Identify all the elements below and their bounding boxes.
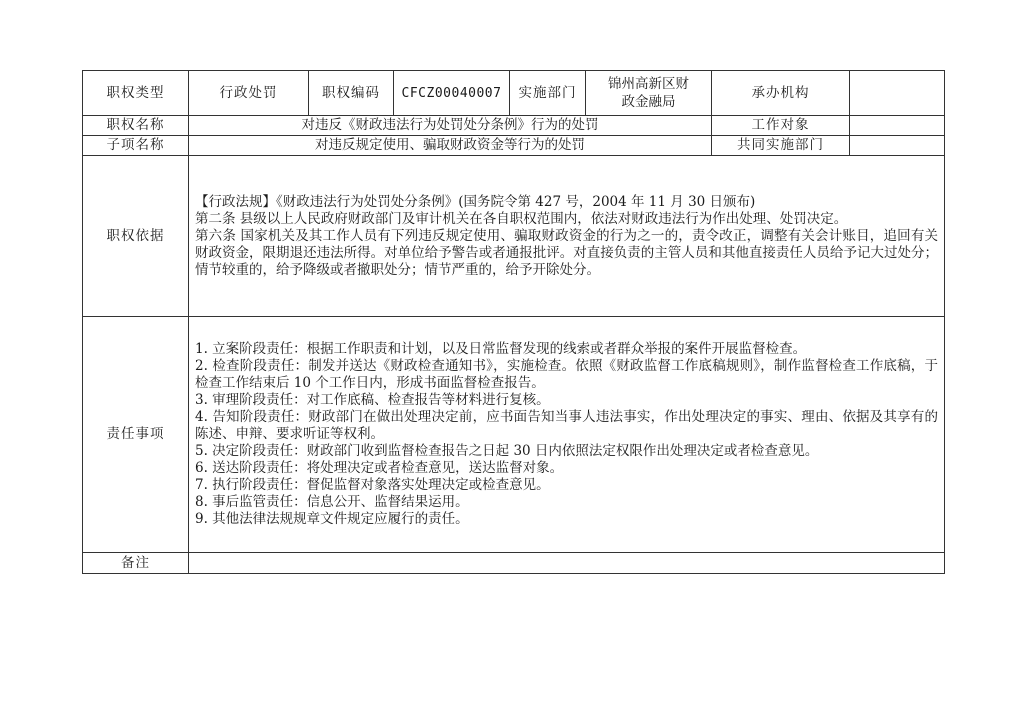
authority-table-sheet bbox=[82, 70, 944, 574]
duties-content bbox=[189, 317, 945, 553]
dept-value-line1: 锦州高新区财 bbox=[608, 76, 689, 92]
type-value: 行政处罚 bbox=[189, 71, 309, 116]
remark-label: 备注 bbox=[83, 553, 189, 574]
authority-name-value: 对违反《财政违法行为处罚处分条例》行为的处罚 bbox=[189, 116, 712, 136]
authority-name-row bbox=[83, 116, 945, 136]
dept-value-line2: 政金融局 bbox=[621, 94, 676, 110]
dept-value bbox=[586, 71, 712, 116]
handler-value bbox=[850, 71, 945, 116]
subitem-name-label: 子项名称 bbox=[83, 136, 189, 156]
joint-dept-label: 共同实施部门 bbox=[712, 136, 850, 156]
duty-item: 2. 检查阶段责任：制发并送达《财政检查通知书》，实施检查。依照《财政监督工作底稿规则》，制作监督检查工作底稿，于检查工作结束后 10 个工作日内，形成书面监督检查报告。 bbox=[195, 358, 938, 391]
work-target-label: 工作对象 bbox=[712, 116, 850, 136]
handler-label: 承办机构 bbox=[712, 71, 850, 116]
type-label: 职权类型 bbox=[83, 71, 189, 116]
remark-value bbox=[189, 553, 945, 574]
duty-item: 7. 执行阶段责任：督促监督对象落实处理决定或检查意见。 bbox=[195, 477, 550, 493]
legal-basis-paragraph: 【行政法规】《财政违法行为处罚处分条例》(国务院令第 427 号，2004 年 11 月 30 日颁布) bbox=[195, 193, 756, 210]
code-label: 职权编码 bbox=[309, 71, 394, 116]
legal-basis-content bbox=[189, 156, 945, 317]
code-value: CFCZ00040007 bbox=[394, 71, 510, 116]
duty-item: 4. 告知阶段责任：财政部门在做出处理决定前，应书面告知当事人违法事实，作出处理决定的事实、理由、依据及其享有的陈述、申辩、要求听证等权利。 bbox=[195, 409, 938, 442]
duty-item: 1. 立案阶段责任：根据工作职责和计划，以及日常监督发现的线索或者群众举报的案件开展监督检查。 bbox=[195, 341, 807, 357]
duty-item: 5. 决定阶段责任：财政部门收到监督检查报告之日起 30 日内依照法定权限作出处理决定或者检查意见。 bbox=[195, 443, 819, 459]
remark-row bbox=[83, 553, 945, 574]
legal-basis-label: 职权依据 bbox=[83, 156, 189, 317]
duty-item: 6. 送达阶段责任：将处理决定或者检查意见，送达监督对象。 bbox=[195, 460, 564, 476]
duties-label: 责任事项 bbox=[83, 317, 189, 553]
subitem-name-row bbox=[83, 136, 945, 156]
dept-label: 实施部门 bbox=[510, 71, 586, 116]
joint-dept-value bbox=[850, 136, 945, 156]
duty-item: 9. 其他法律法规规章文件规定应履行的责任。 bbox=[195, 511, 469, 527]
legal-basis-row bbox=[83, 156, 945, 317]
authority-name-label: 职权名称 bbox=[83, 116, 189, 136]
legal-basis-paragraph: 第六条 国家机关及其工作人员有下列违反规定使用、骗取财政资金的行为之一的，责令改正，调整有关会计账目，追回有关财政资金，限期退还违法所得。对单位给予警告或者通报批评。对直接负责的主管人员和其他直接责任人员给予记大过处分；情节较重的，给予降级或者撤职处分；情节严重的，给予开除处分。 bbox=[195, 227, 938, 278]
duty-item: 8. 事后监管责任：信息公开、监督结果运用。 bbox=[195, 494, 469, 510]
legal-basis-paragraph: 第二条 县级以上人民政府财政部门及审计机关在各自职权范围内，依法对财政违法行为作出处理、处罚决定。 bbox=[195, 210, 848, 227]
duty-item: 3. 审理阶段责任：对工作底稿、检查报告等材料进行复核。 bbox=[195, 392, 550, 408]
work-target-value bbox=[850, 116, 945, 136]
header-row bbox=[83, 71, 945, 116]
authority-table bbox=[82, 70, 945, 574]
duties-row bbox=[83, 317, 945, 553]
subitem-name-value: 对违反规定使用、骗取财政资金等行为的处罚 bbox=[189, 136, 712, 156]
